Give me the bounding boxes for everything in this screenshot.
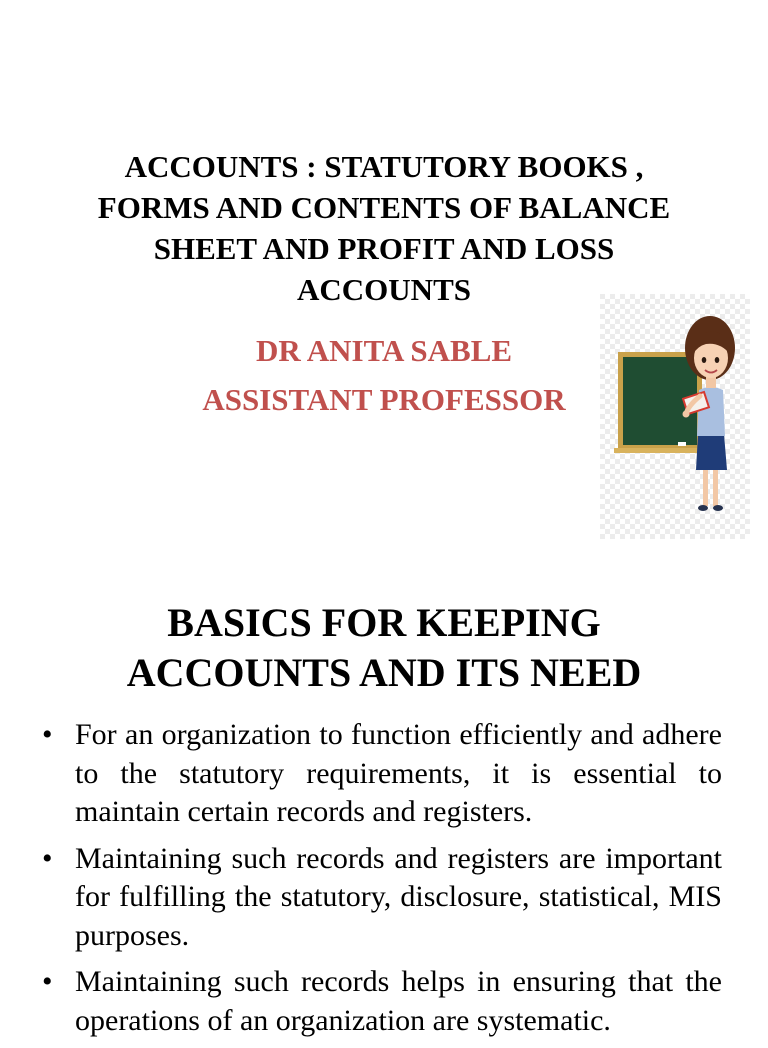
section-title-line: ACCOUNTS AND ITS NEED xyxy=(126,650,642,695)
bullet-text: Maintaining such records helps in ensuring that the operations of an organization are systematic. xyxy=(75,965,722,1037)
section-title-line: BASICS FOR KEEPING xyxy=(167,600,601,645)
bullet-item xyxy=(42,963,722,1040)
section-title xyxy=(0,598,768,698)
bullet-icon: • xyxy=(42,718,53,751)
title-line: FORMS AND CONTENTS OF BALANCE xyxy=(97,190,671,225)
presentation-title xyxy=(40,146,728,310)
title-line: SHEET AND PROFIT AND LOSS xyxy=(153,231,615,266)
bullet-text: Maintaining such records and registers are important for fulfilling the statutory, disclosure, statistical, MIS purposes. xyxy=(75,841,722,952)
bullet-icon: • xyxy=(42,841,53,875)
author-name: DR ANITA SABLE xyxy=(255,333,513,368)
title-line: ACCOUNTS xyxy=(297,272,471,307)
bullet-item xyxy=(42,716,722,832)
content-slide xyxy=(0,590,768,1037)
bullet-text: For an organization to function efficiently and adhere to the statutory requirements, it is essential to maintain certain records and registers. xyxy=(75,718,722,828)
author-role: ASSISTANT PROFESSOR xyxy=(202,382,566,417)
title-line: ACCOUNTS : STATUTORY BOOKS , xyxy=(124,149,644,184)
teacher-illustration xyxy=(600,294,750,539)
bullet-icon: • xyxy=(42,965,53,998)
bullet-item xyxy=(42,840,722,956)
bullet-list xyxy=(42,716,722,1048)
